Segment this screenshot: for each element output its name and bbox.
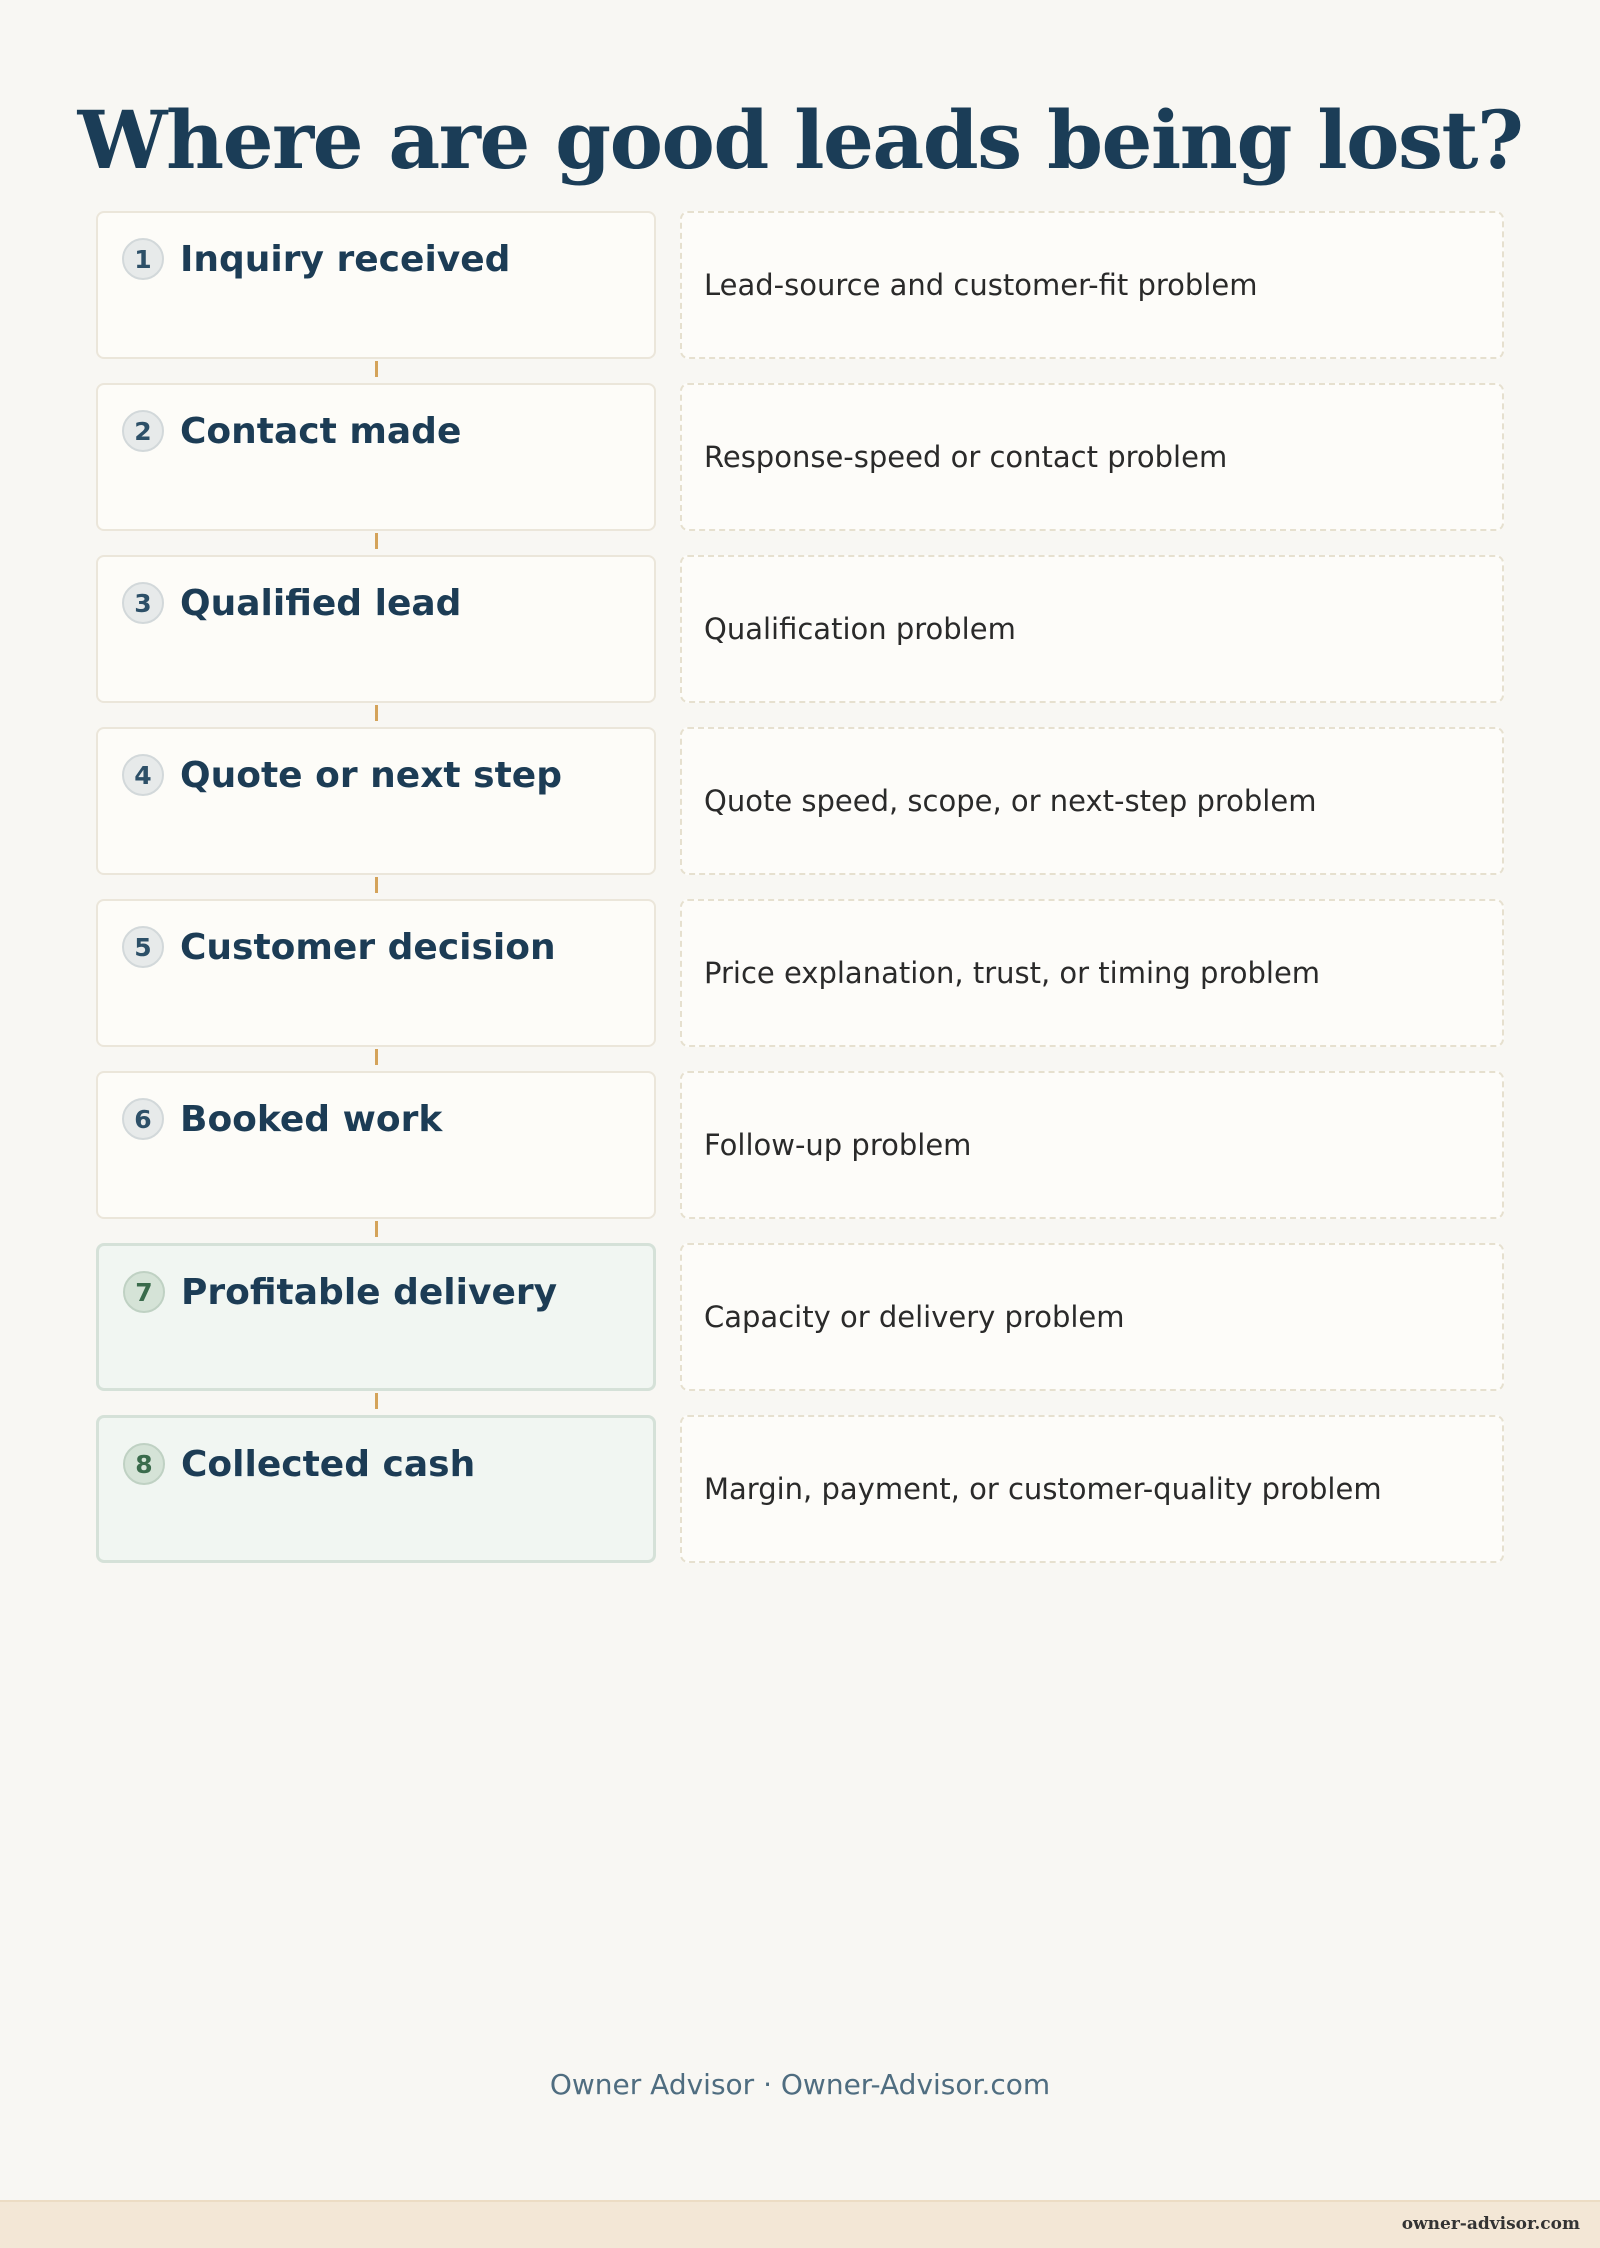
stage-label: Qualified lead bbox=[180, 583, 462, 624]
stage-label: Customer decision bbox=[180, 927, 556, 968]
stage-card bbox=[96, 211, 656, 359]
bottom-bar bbox=[0, 2200, 1600, 2248]
step-number-badge: 4 bbox=[122, 754, 164, 796]
step-row-6 bbox=[96, 1071, 1504, 1219]
problem-label: Lead-source and customer-fit problem bbox=[704, 268, 1258, 302]
stage-label: Contact made bbox=[180, 411, 462, 452]
stage-label: Quote or next step bbox=[180, 755, 562, 796]
problem-card bbox=[680, 211, 1504, 359]
step-row-1 bbox=[96, 211, 1504, 359]
step-row-4 bbox=[96, 727, 1504, 875]
step-number-badge: 8 bbox=[123, 1443, 165, 1485]
step-row-2 bbox=[96, 383, 1504, 531]
stage-card bbox=[96, 555, 656, 703]
stage-label: Inquiry received bbox=[180, 239, 511, 280]
step-number-badge: 7 bbox=[123, 1271, 165, 1313]
connector-tick bbox=[375, 533, 378, 549]
step-number-badge: 6 bbox=[122, 1098, 164, 1140]
stage-label: Booked work bbox=[180, 1099, 443, 1140]
step-row-7 bbox=[96, 1243, 1504, 1391]
problem-card bbox=[680, 1243, 1504, 1391]
connector-tick bbox=[375, 877, 378, 893]
step-number-badge: 2 bbox=[122, 410, 164, 452]
page-title: Where are good leads being lost? bbox=[77, 93, 1523, 187]
stage-label: Collected cash bbox=[181, 1444, 476, 1485]
problem-label: Follow-up problem bbox=[704, 1128, 972, 1162]
problem-card bbox=[680, 727, 1504, 875]
problem-card bbox=[680, 1415, 1504, 1563]
connector-tick bbox=[375, 1221, 378, 1237]
footer-text: Owner Advisor · Owner-Advisor.com bbox=[549, 2068, 1051, 2101]
brand-link[interactable]: owner-advisor.com bbox=[1401, 2214, 1580, 2234]
stage-card bbox=[96, 899, 656, 1047]
problem-label: Quote speed, scope, or next-step problem bbox=[704, 784, 1317, 818]
problem-label: Margin, payment, or customer-quality problem bbox=[704, 1472, 1382, 1506]
funnel-steps bbox=[96, 211, 1504, 1587]
stage-card-highlighted bbox=[96, 1243, 656, 1391]
step-number-badge: 1 bbox=[122, 238, 164, 280]
step-row-3 bbox=[96, 555, 1504, 703]
connector-tick bbox=[375, 705, 378, 721]
problem-label: Qualification problem bbox=[704, 612, 1016, 646]
connector-tick bbox=[375, 1393, 378, 1409]
problem-card bbox=[680, 555, 1504, 703]
problem-label: Price explanation, trust, or timing problem bbox=[704, 956, 1321, 990]
step-row-5 bbox=[96, 899, 1504, 1047]
problem-label: Response-speed or contact problem bbox=[704, 440, 1228, 474]
step-row-8 bbox=[96, 1415, 1504, 1563]
connector-tick bbox=[375, 1049, 378, 1065]
problem-card bbox=[680, 899, 1504, 1047]
step-number-badge: 3 bbox=[122, 582, 164, 624]
stage-card bbox=[96, 727, 656, 875]
stage-card bbox=[96, 1071, 656, 1219]
problem-label: Capacity or delivery problem bbox=[704, 1300, 1125, 1334]
problem-card bbox=[680, 383, 1504, 531]
problem-card bbox=[680, 1071, 1504, 1219]
connector-tick bbox=[375, 361, 378, 377]
stage-card bbox=[96, 383, 656, 531]
stage-label: Profitable delivery bbox=[181, 1272, 558, 1313]
step-number-badge: 5 bbox=[122, 926, 164, 968]
stage-card-highlighted bbox=[96, 1415, 656, 1563]
